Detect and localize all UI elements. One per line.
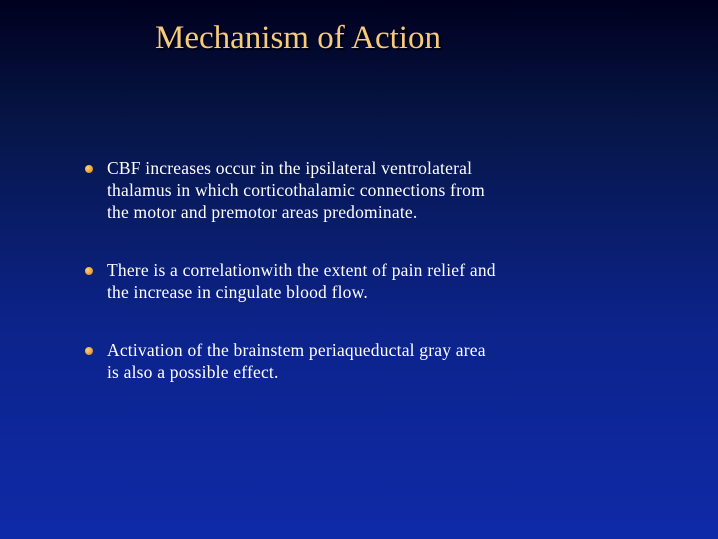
bullet-item <box>80 157 680 223</box>
bullet-line: the motor and premotor areas predominate. <box>107 202 418 222</box>
bullet-dot-icon <box>85 267 93 275</box>
bullet-line: thalamus in which corticothalamic connections from <box>107 180 485 200</box>
slide-title: Mechanism of Action <box>155 20 441 56</box>
bullet-dot-icon <box>85 165 93 173</box>
bullet-line: Activation of the brainstem periaqueductal gray area <box>107 340 486 360</box>
bullet-list <box>80 157 680 383</box>
bullet-item <box>80 259 680 303</box>
bullet-line: CBF increases occur in the ipsilateral ventrolateral <box>107 158 473 178</box>
bullet-dot-icon <box>85 347 93 355</box>
bullet-line: There is a correlationwith the extent of pain relief and <box>107 260 496 280</box>
bullet-line: the increase in cingulate blood flow. <box>107 282 368 302</box>
bullet-item <box>80 339 680 383</box>
bullet-line: is also a possible effect. <box>107 362 279 382</box>
